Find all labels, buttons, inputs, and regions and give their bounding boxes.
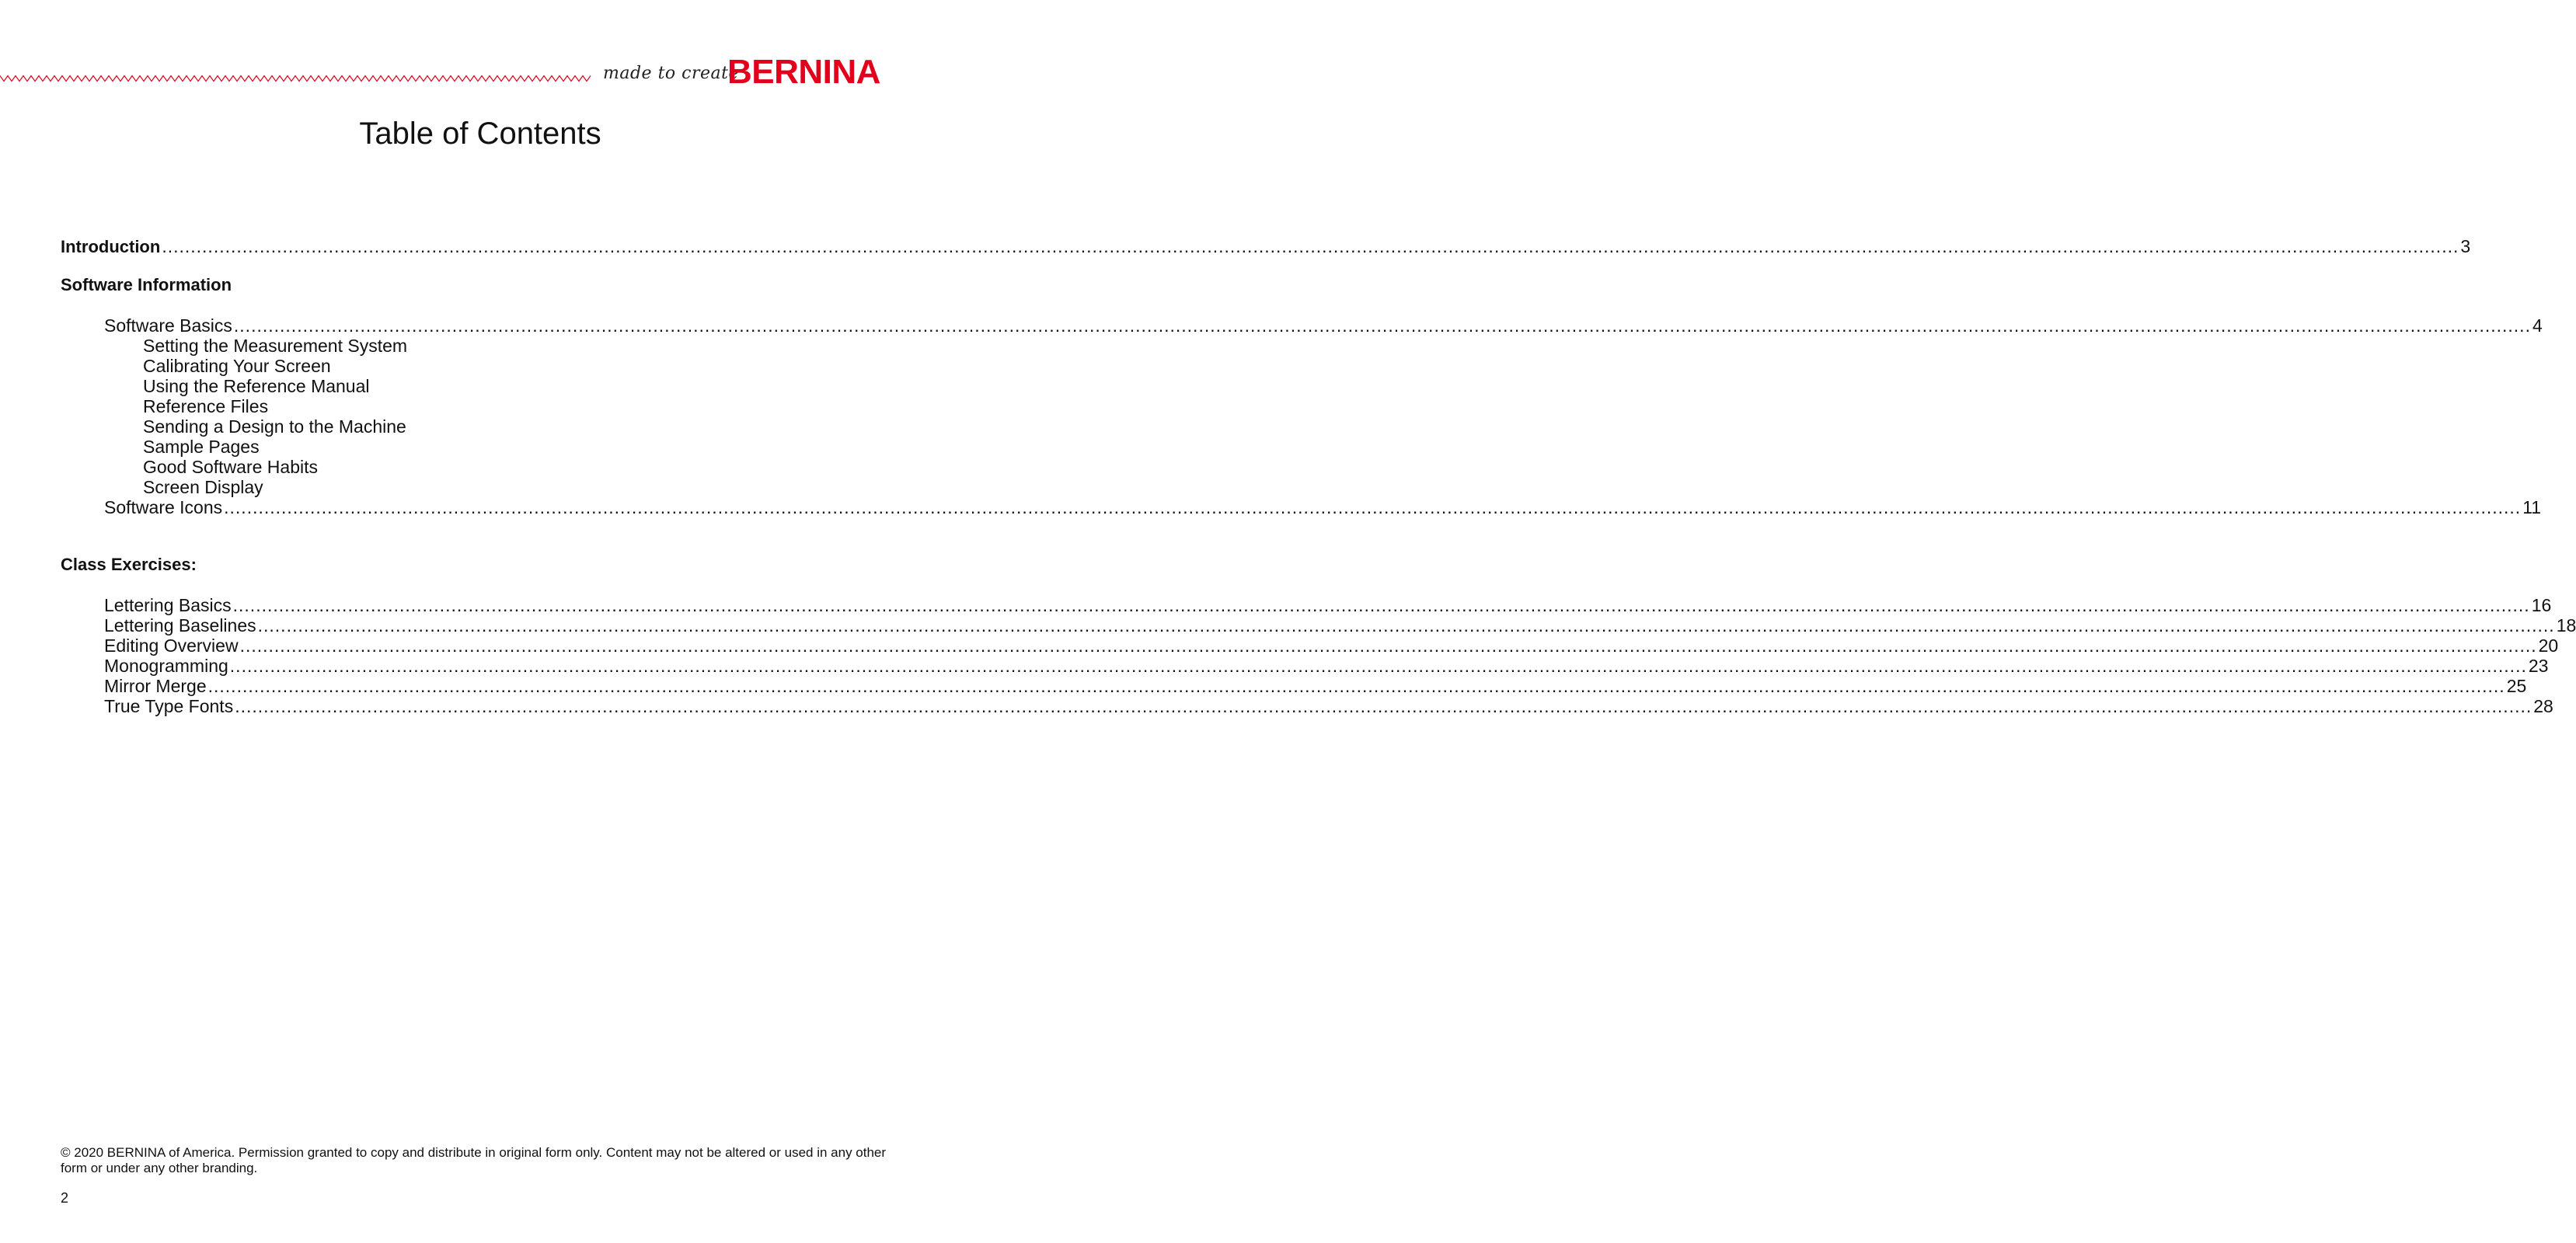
toc-entry-label: Editing Overview	[104, 635, 239, 656]
toc-entry-page: 11	[2522, 497, 2542, 517]
toc-subitem[interactable]: Reference Files	[143, 396, 269, 416]
toc-subitem[interactable]: Screen Display	[143, 477, 263, 497]
copyright-notice: © 2020 BERNINA of America. Permission granted to copy and distribute in original form only. Content may not be altered or used in any other form or under any other branding.	[61, 1145, 887, 1175]
toc-subitem[interactable]: Using the Reference Manual	[143, 376, 370, 396]
dot-leader: ................................................................................................................................................................................................................................................................................................................................................................................................................	[235, 696, 2532, 716]
toc-entry-true-type-fonts[interactable]	[104, 696, 2553, 716]
toc-entry-page: 4	[2532, 315, 2543, 336]
toc-entry-lettering-baselines[interactable]	[104, 615, 2576, 635]
toc-entry-page: 16	[2531, 595, 2552, 615]
toc-entry-introduction[interactable]	[61, 236, 2471, 257]
toc-entry-label: Introduction	[61, 237, 161, 256]
toc-subitem[interactable]: Sending a Design to the Machine	[143, 416, 406, 437]
dot-leader: ................................................................................................................................................................................................................................................................................................................................................................................................................	[207, 676, 2505, 696]
toc-entry-editing-overview[interactable]	[104, 635, 2559, 656]
toc-entry-monogramming[interactable]	[104, 656, 2549, 676]
dot-leader: ................................................................................................................................................................................................................................................................................................................................................................................................................	[257, 615, 2555, 635]
toc-entry-page: 28	[2533, 696, 2553, 716]
zigzag-stitch-ornament	[0, 75, 592, 82]
toc-entry-label: Software Icons	[104, 497, 223, 517]
page-title: Table of Contents	[359, 117, 601, 151]
toc-subitem[interactable]: Setting the Measurement System	[143, 336, 408, 356]
toc-entry-page: 18	[2556, 615, 2576, 635]
dot-leader: ................................................................................................................................................................................................................................................................................................................................................................................................................	[224, 497, 2522, 517]
toc-entry-label: Lettering Baselines	[104, 615, 256, 635]
dot-leader: ................................................................................................................................................................................................................................................................................................................................................................................................................	[232, 595, 2530, 615]
toc-entry-page: 20	[2538, 635, 2559, 656]
dot-leader: ................................................................................................................................................................................................................................................................................................................................................................................................................	[233, 315, 2531, 336]
toc-entry-label: Monogramming	[104, 656, 228, 676]
toc-entry-software-icons[interactable]	[104, 497, 2542, 517]
dot-leader: ................................................................................................................................................................................................................................................................................................................................................................................................................	[239, 635, 2537, 656]
toc-entry-label: True Type Fonts	[104, 696, 234, 716]
page-header	[0, 53, 960, 92]
toc-entry-software-basics[interactable]	[104, 315, 2543, 336]
toc-entry-label: Mirror Merge	[104, 676, 207, 696]
page-number: 2	[61, 1190, 69, 1206]
toc-entry-label: Software Basics	[104, 315, 232, 336]
toc-entry-lettering-basics[interactable]	[104, 595, 2552, 615]
toc-subitem[interactable]: Good Software Habits	[143, 457, 319, 477]
toc-entry-page: 25	[2506, 676, 2527, 696]
dot-leader: ................................................................................................................................................................................................................................................................................................................................................................................................................	[162, 236, 2459, 256]
dot-leader: ................................................................................................................................................................................................................................................................................................................................................................................................................	[229, 656, 2527, 676]
toc-subitem[interactable]: Calibrating Your Screen	[143, 356, 331, 376]
tagline: made to create	[603, 64, 739, 83]
section-heading-software-information: Software Information	[61, 275, 232, 294]
brand-logo: BERNINA	[727, 53, 880, 91]
section-heading-class-exercises: Class Exercises:	[61, 555, 197, 574]
toc-entry-page: 23	[2528, 656, 2549, 676]
toc-entry-mirror-merge[interactable]	[104, 676, 2527, 696]
toc-entry-page: 3	[2460, 236, 2471, 256]
toc-subitem[interactable]: Sample Pages	[143, 437, 260, 457]
toc-entry-label: Lettering Basics	[104, 595, 232, 615]
